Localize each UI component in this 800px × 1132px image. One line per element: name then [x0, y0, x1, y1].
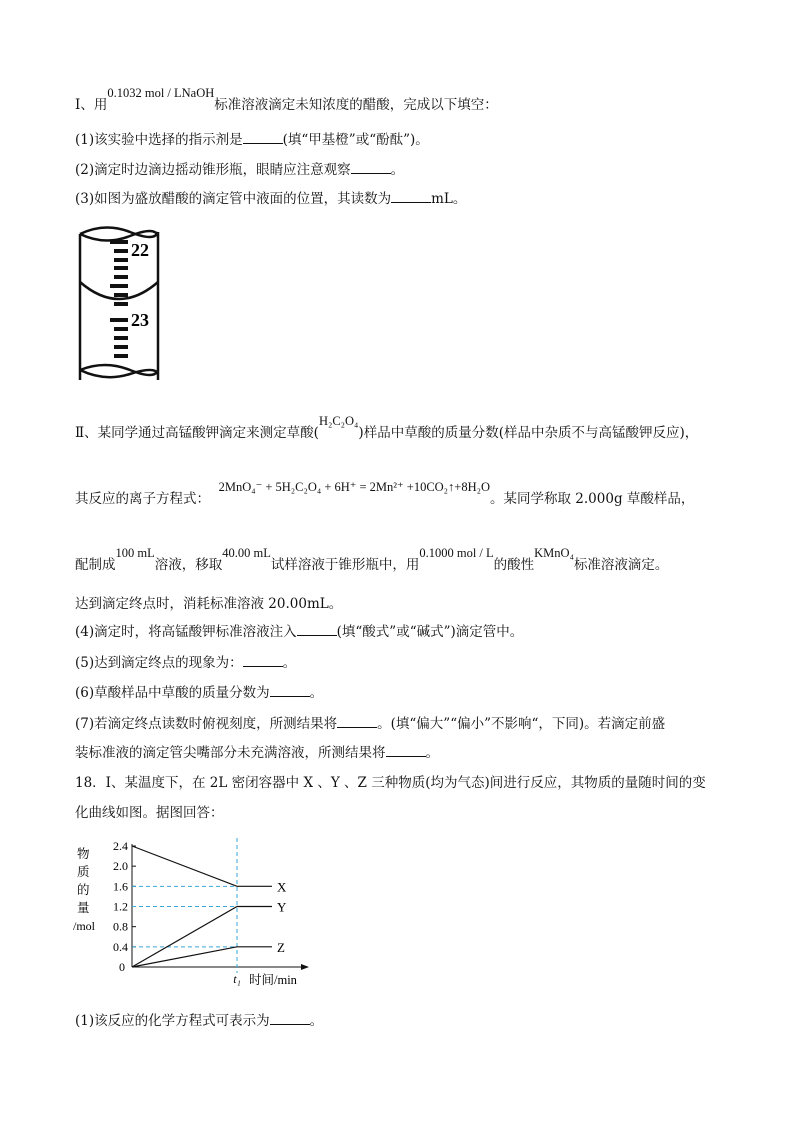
section-2-prefix: Ⅱ、某同学通过高锰酸钾滴定来测定草酸(: [75, 425, 319, 441]
q6-end: 。: [309, 685, 324, 701]
y-axis-label-char: 物: [77, 847, 90, 861]
prep-volume-100: 100 mL: [115, 546, 155, 560]
preparation-line: [75, 546, 669, 574]
q18-1-end: 。: [309, 1013, 324, 1029]
burette-figure: [70, 220, 180, 390]
series-line-z: [132, 947, 272, 967]
section-1-suffix: 标准溶液滴定未知浓度的醋酸，完成以下填空：: [214, 97, 498, 113]
ionic-equation: 2MnO₄⁻ + 5H₂C₂O₄ + 6H⁺ = 2Mn²⁺ +10CO₂↑+8H₂O: [218, 480, 490, 494]
q7-mid: 。(填“偏大”“偏小”不影响“，下同)。若滴定前盛: [377, 716, 666, 732]
y-axis-label: [73, 846, 96, 933]
question-2: [75, 161, 404, 179]
series-label-y: Y: [277, 899, 287, 915]
kmno4-formula: KMnO₄: [534, 546, 574, 560]
q7-line2-text: 装标准液的滴定管尖嘴部分未充满溶液，所测结果将: [75, 745, 386, 761]
q1-answer-blank[interactable]: [243, 131, 283, 144]
q6-answer-blank[interactable]: [270, 684, 310, 697]
question-18-line-1: 18．Ⅰ、某温度下，在 2L 密闭容器中 X 、Y 、Z 三种物质(均为气态)间进行反应，其物质的量随时间的变: [75, 775, 706, 791]
question-6: [75, 684, 323, 702]
q18-1-answer-blank[interactable]: [270, 1012, 310, 1025]
question-4: [75, 623, 523, 641]
y-tick-label: 1.2: [113, 899, 128, 914]
section-2-intro: [75, 414, 699, 442]
prep-volume-40: 40.00 mL: [222, 546, 271, 560]
x-tick-label-t1: t₁: [233, 972, 241, 986]
prep-text-3: 试样溶液于锥形瓶中，用: [270, 557, 420, 573]
q3-unit: mL。: [431, 191, 467, 207]
equation-suffix: 。某同学称取 2.000g 草酸样品，: [490, 491, 695, 507]
section-2-suffix: )样品中草酸的质量分数(样品中杂质不与高锰酸钾反应)，: [358, 425, 699, 441]
question-7: [75, 715, 665, 733]
series-label-x: X: [277, 879, 287, 895]
question-1: [75, 131, 429, 149]
y-axis-label-char: 的: [77, 883, 90, 897]
q7-answer-blank-2[interactable]: [386, 744, 426, 757]
q4-text: (4)滴定时，将高锰酸钾标准溶液注入: [75, 624, 297, 640]
prep-concentration: 0.1000 mol / L: [419, 546, 494, 560]
q5-text: (5)达到滴定终点的现象为：: [75, 655, 243, 671]
y-tick-label: 1.6: [113, 879, 128, 894]
q5-answer-blank[interactable]: [243, 654, 283, 667]
q18-1-text: (1)该反应的化学方程式可表示为: [75, 1013, 270, 1029]
endpoint-volume-line: 达到滴定终点时，消耗标准溶液 20.00mL。: [75, 596, 343, 612]
burette-label-top: 22: [131, 240, 149, 260]
q6-text: (6)草酸样品中草酸的质量分数为: [75, 685, 270, 701]
y-tick-label: 2.0: [113, 859, 128, 874]
series-line-y: [132, 907, 272, 968]
q3-answer-blank[interactable]: [391, 190, 431, 203]
q7-line2-end: 。: [425, 745, 439, 761]
section-1-intro: [75, 86, 498, 114]
x-axis-label: 时间/min: [249, 973, 297, 987]
q4-hint: (填“酸式”或“碱式”)滴定管中。: [336, 624, 524, 640]
y-axis-label-char: 量: [77, 901, 90, 915]
series-label-z: Z: [277, 939, 285, 955]
q3-text: (3)如图为盛放醋酸的滴定管中液面的位置，其读数为: [75, 191, 392, 207]
q2-text: (2)滴定时边滴边摇动锥形瓶，眼睛应注意观察: [75, 162, 351, 178]
x-axis-arrow: [301, 964, 309, 970]
prep-text-4: 的酸性: [493, 557, 535, 573]
q4-answer-blank[interactable]: [297, 623, 337, 636]
y-tick-label: 0.8: [113, 919, 128, 934]
burette-label-bottom: 23: [131, 310, 149, 330]
q1-hint: (填“甲基橙”或“酚酞”)。: [282, 132, 429, 148]
q7-answer-blank-1[interactable]: [337, 715, 377, 728]
amount-vs-time-chart: [72, 836, 332, 996]
y-tick-label: 0.4: [113, 939, 128, 954]
equation-prefix: 其反应的离子方程式：: [75, 491, 210, 507]
q5-end: 。: [282, 655, 297, 671]
q1-text: (1)该实验中选择的指示剂是: [75, 132, 243, 148]
question-3: [75, 190, 466, 208]
q2-end: 。: [390, 162, 405, 178]
question-5: [75, 654, 296, 672]
section-1-prefix: Ⅰ、用: [75, 97, 108, 113]
prep-text-5: 标准溶液滴定。: [573, 557, 669, 573]
q2-answer-blank[interactable]: [351, 161, 391, 174]
question-7-line-2: [75, 744, 439, 762]
naoh-concentration: 0.1032 mol / LNaOH: [107, 86, 215, 100]
question-18-line-2: 化曲线如图。据图回答：: [75, 805, 224, 821]
question-18-1: [75, 1012, 323, 1030]
y-axis-label-char: 质: [77, 865, 90, 879]
q7-text: (7)若滴定终点读数时俯视刻度，所测结果将: [75, 716, 338, 732]
ionic-equation-line: [75, 480, 695, 508]
series-line-x: [132, 846, 272, 886]
prep-text-1: 配制成: [75, 557, 116, 573]
y-axis-unit: /mol: [73, 919, 96, 933]
x-tick-label-0: 0: [119, 960, 125, 974]
oxalic-acid-formula: H₂C₂O₄: [318, 414, 359, 428]
prep-text-2: 溶液，移取: [154, 557, 223, 573]
y-tick-label: 2.4: [113, 839, 128, 853]
